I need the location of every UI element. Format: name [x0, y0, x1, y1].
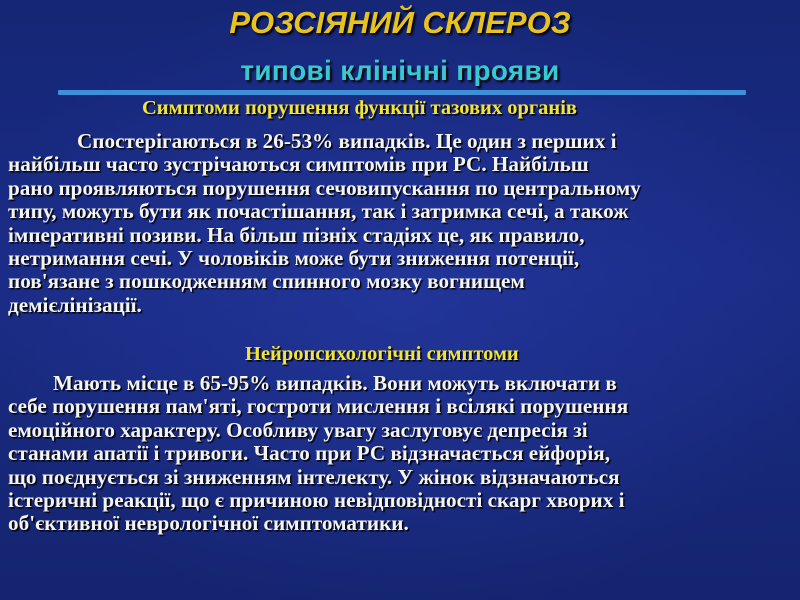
- section-body-pelvic: [8, 130, 792, 317]
- slide-subtitle: типові клінічні прояви: [240, 55, 560, 86]
- title-divider: [58, 90, 746, 95]
- section-heading-neuropsych: Нейропсихологічні симптоми: [245, 343, 519, 365]
- section-heading-pelvic: Симптоми порушення функції тазових органів: [142, 97, 577, 119]
- slide-title: РОЗСІЯНИЙ СКЛЕРОЗ: [229, 5, 571, 40]
- body-line: пов'язане з пошкодженням спинного мозку вогнищем: [8, 269, 525, 294]
- body-line: істеричні реакції, що є причиною невідповідності скарг хворих і: [8, 488, 625, 513]
- section-body-neuropsych: [8, 372, 792, 536]
- body-line: Мають місце в 65-95% випадків. Вони можуть включати в: [53, 371, 617, 395]
- body-line: рано проявляються порушення сечовипускання по центральному: [8, 175, 641, 200]
- body-line: Спостерігаються в 26-53% випадків. Це один з перших і: [77, 129, 617, 153]
- body-line: себе порушення пам'яті, гостроти мислення і всілякі порушення: [8, 394, 629, 419]
- body-line: типу, можуть бути як почастішання, так і затримка сечі, а також: [8, 199, 629, 224]
- body-line: емоційного характеру. Особливу увагу заслуговує депресія зі: [8, 417, 588, 442]
- body-line: демієлінізації.: [8, 292, 142, 317]
- body-line: що поєднується зі зниженням інтелекту. У жінок відзначаються: [8, 464, 620, 489]
- body-line: імперативні позиви. На більш пізніх стадіях це, як правило,: [8, 222, 585, 247]
- body-line: нетримання сечі. У чоловіків може бути зниження потенції,: [8, 246, 580, 271]
- body-line: найбільш часто зустрічаються симптомів при РС. Найбільш: [8, 152, 589, 177]
- body-line: станами апатії і тривоги. Часто при РС відзначається ейфорія,: [8, 441, 611, 466]
- body-line: об'єктивної неврологічної симптоматики.: [8, 511, 409, 536]
